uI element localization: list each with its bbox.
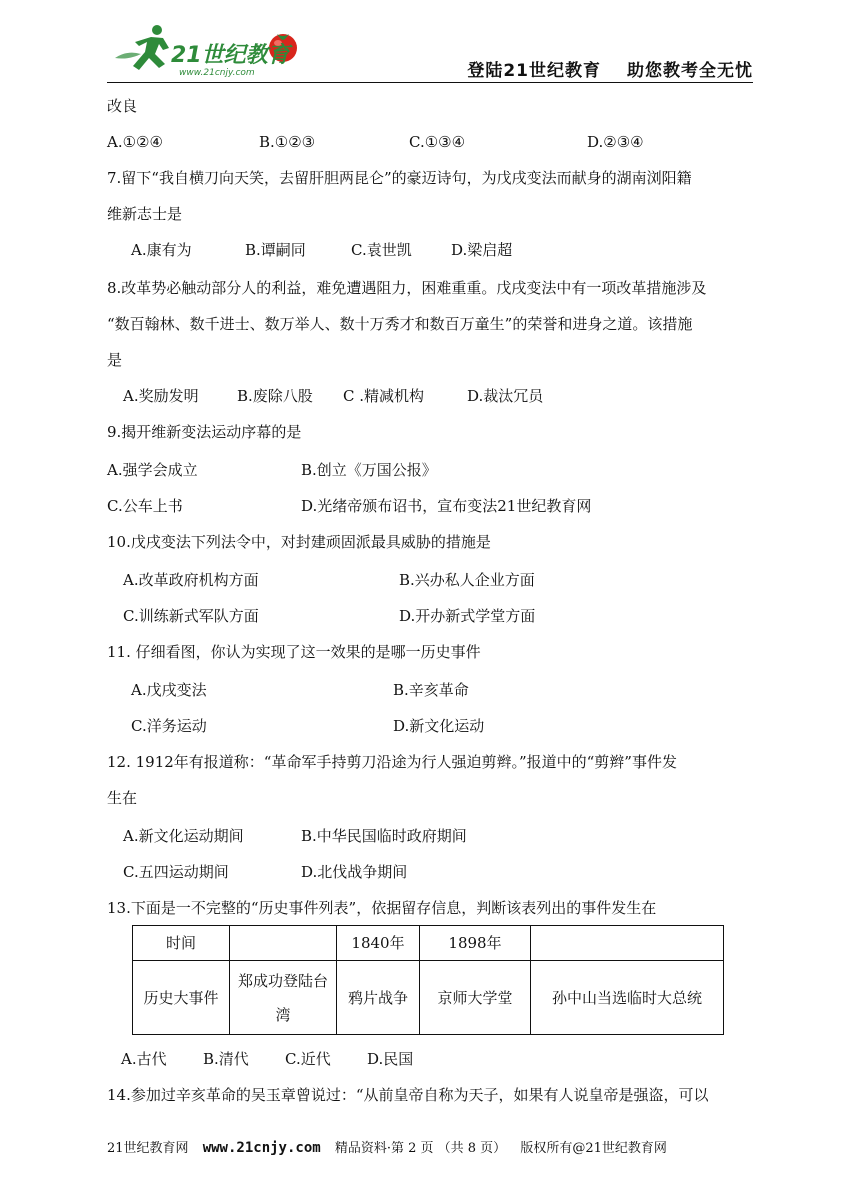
q12-option-b: B.中华民国临时政府期间 <box>301 827 467 845</box>
q10-option-c: C.训练新式军队方面 <box>123 607 259 625</box>
q6-tail-text: 改良 <box>107 97 138 115</box>
q8-line2: “数百翰林、数千进士、数万举人、数十万秀才和数百万童生”的荣誉和进身之道。该措施 <box>107 315 693 333</box>
q7-option-b: B.谭嗣同 <box>245 241 306 259</box>
q7-option-d: D.梁启超 <box>451 241 513 259</box>
logo-text: 21世纪教育 <box>171 43 290 68</box>
q12-line1: 12. 1912年有报道称：“革命军手持剪刀沿途为行人强迫剪辫。”报道中的“剪辫”事件发 <box>107 753 677 771</box>
footer-url: www.21cnjy.com <box>202 1140 321 1156</box>
table-cell: 郑成功登陆台湾 <box>230 961 337 1035</box>
page-header <box>107 20 753 82</box>
footer-site: 21世纪教育网 <box>107 1141 189 1156</box>
q13-option-d: D.民国 <box>367 1050 414 1068</box>
q8-option-b: B.废除八股 <box>237 387 313 405</box>
q9-option-b: B.创立《万国公报》 <box>301 461 437 479</box>
table-row <box>133 926 724 961</box>
q8-option-a: A.奖励发明 <box>123 387 199 405</box>
q12-option-a: A.新文化运动期间 <box>123 827 244 845</box>
table-cell: 1840年 <box>337 926 420 961</box>
q7-option-c: C.袁世凯 <box>351 241 412 259</box>
q7-line1: 7.留下“我自横刀向天笑，去留肝胆两昆仑”的豪迈诗句，为戊戌变法而献身的湖南浏阳籍 <box>107 169 692 187</box>
table-cell: 1898年 <box>420 926 531 961</box>
q8-line3: 是 <box>107 351 123 369</box>
q11-option-b: B.辛亥革命 <box>393 681 469 699</box>
footer-page: 精品资料·第 2 页 （共 8 页） <box>334 1141 507 1156</box>
q9-option-a: A.强学会成立 <box>107 461 198 479</box>
q11-option-c: C.洋务运动 <box>131 717 207 735</box>
q8-line1: 8.改革势必触动部分人的利益，难免遭遇阻力，困难重重。戊戌变法中有一项改革措施涉及 <box>107 279 707 297</box>
slogan-right: 助您教考全无忧 <box>627 61 753 81</box>
logo-url: www.21cnjy.com <box>179 68 255 78</box>
q13-option-a: A.古代 <box>121 1050 167 1068</box>
q11-option-d: D.新文化运动 <box>393 717 485 735</box>
q10-line1: 10.戊戌变法下列法令中，对封建顽固派最具威胁的措施是 <box>107 533 491 551</box>
q8-option-c: C .精减机构 <box>343 387 425 405</box>
q8-option-d: D.裁汰冗员 <box>467 387 544 405</box>
q9-option-c: C.公车上书 <box>107 497 183 515</box>
q13-option-b: B.清代 <box>203 1050 249 1068</box>
q12-option-c: C.五四运动期间 <box>123 863 229 881</box>
page-footer <box>107 1137 753 1156</box>
header-slogan <box>467 56 753 81</box>
runner-icon <box>133 25 169 70</box>
q9-option-d: D.光绪帝颁布诏书，宣布变法21世纪教育网 <box>301 497 592 515</box>
header-divider <box>107 82 753 83</box>
table-row <box>133 961 724 1035</box>
table-cell <box>531 926 724 961</box>
q11-line1: 11. 仔细看图，你认为实现了这一效果的是哪一历史事件 <box>107 643 481 661</box>
q6-option-d: D.②③④ <box>587 133 644 151</box>
q7-line2: 维新志士是 <box>107 205 183 223</box>
history-events-table <box>132 925 724 1035</box>
q11-option-a: A.戊戌变法 <box>131 681 207 699</box>
table-cell: 京师大学堂 <box>420 961 531 1035</box>
footer-copyright: 版权所有@21世纪教育网 <box>520 1141 667 1156</box>
q13-option-c: C.近代 <box>285 1050 331 1068</box>
table-cell: 时间 <box>133 926 230 961</box>
table-cell <box>230 926 337 961</box>
logo <box>107 20 307 80</box>
q9-line1: 9.揭开维新变法运动序幕的是 <box>107 423 302 441</box>
table-cell: 鸦片战争 <box>337 961 420 1035</box>
q13-line1: 13.下面是一不完整的“历史事件列表”，依据留存信息，判断该表列出的事件发生在 <box>107 899 657 917</box>
q12-line2: 生在 <box>107 789 138 807</box>
q12-option-d: D.北伐战争期间 <box>301 863 408 881</box>
q10-option-a: A.改革政府机构方面 <box>123 571 259 589</box>
q6-option-c: C.①③④ <box>409 133 466 151</box>
slogan-left: 登陆21世纪教育 <box>467 61 601 81</box>
q7-option-a: A.康有为 <box>131 241 192 259</box>
q10-option-d: D.开办新式学堂方面 <box>399 607 536 625</box>
table-cell: 历史大事件 <box>133 961 230 1035</box>
q14-line1: 14.参加过辛亥革命的吴玉章曾说过：“从前皇帝自称为天子，如果有人说皇帝是强盗，可以 <box>107 1086 709 1104</box>
q6-option-b: B.①②③ <box>259 133 316 151</box>
q6-option-a: A.①②④ <box>107 133 163 151</box>
table-cell: 孙中山当选临时大总统 <box>531 961 724 1035</box>
q10-option-b: B.兴办私人企业方面 <box>399 571 535 589</box>
